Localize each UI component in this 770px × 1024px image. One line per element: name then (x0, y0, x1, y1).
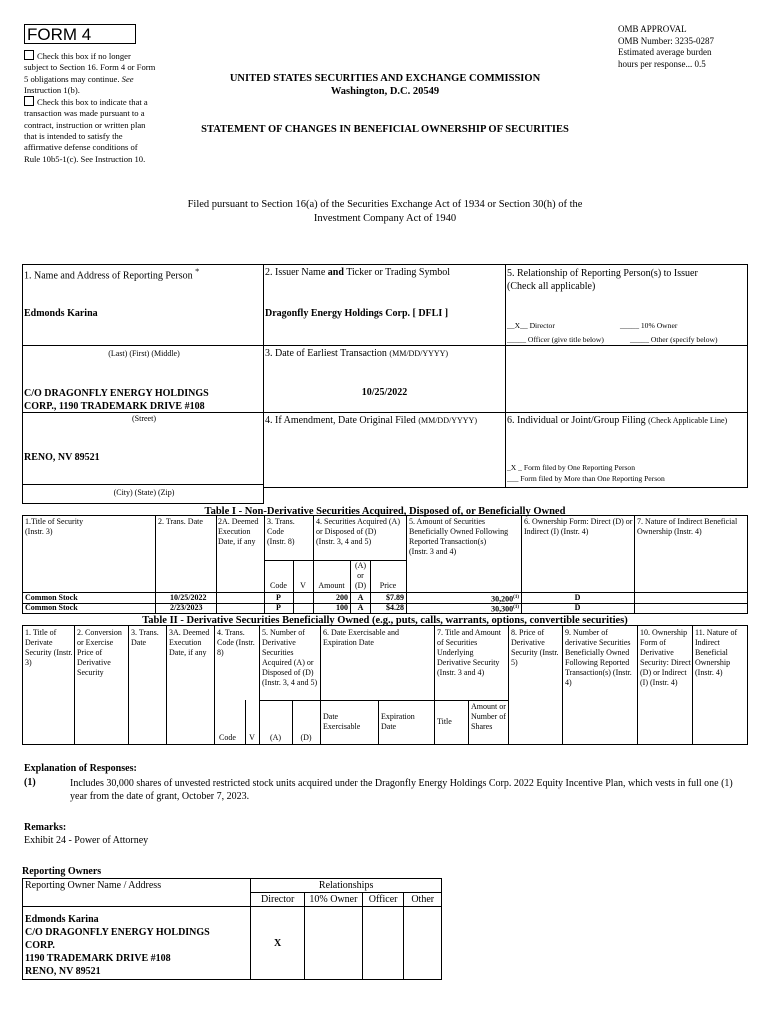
t1-row2-code: P (276, 603, 281, 612)
t2-sub-d: (D) (300, 733, 312, 742)
t1-h5: 5. Amount of Securities Beneficially Owned Following Reported Transaction(s) (409, 517, 509, 546)
t1-h-nature: 7. Nature of Indirect Beneficial Ownership (Instr. 4) (637, 517, 738, 536)
street-line-1: C/O DRAGONFLY ENERGY HOLDINGS (24, 388, 209, 399)
t2-sub-a: (A) (269, 733, 282, 742)
t1-h5b: (Instr. 3 and 4) (409, 547, 457, 556)
t1-sub-price: Price (379, 581, 397, 590)
t2-sub-code: Code (219, 733, 236, 742)
t1-row1-footnote[interactable]: (1) (513, 595, 519, 600)
remarks-heading: Remarks: (24, 822, 67, 833)
city-hint: (City) (State) (Zip) (113, 488, 175, 497)
t1-row2-owned-value: 30,300 (491, 604, 514, 614)
box2-label-a: 2. Issuer Name (265, 267, 328, 278)
box3-format: (MM/DD/YYYY) (389, 349, 449, 358)
t1-h-code (267, 517, 313, 547)
t2-h9: 9. Number of derivative Securities Beneficially Owned Following Reported Transaction(s) (Instr. 4) (565, 628, 632, 687)
t1-h3: 3. Trans. Code (267, 517, 295, 536)
t1-row2-owned (407, 603, 519, 615)
see-text: See (121, 73, 134, 84)
t2-h11: 11. Nature of Indirect Beneficial Ownership (Instr. 4) (695, 628, 738, 677)
t1-sub-amount: Amount (318, 581, 345, 590)
t1-row1-owned-value: 30,200 (491, 594, 514, 604)
owners-col-ten: 10% Owner (305, 893, 363, 907)
box1-label-text: 1. Name and Address of Reporting Person (24, 270, 193, 282)
street-line-2: CORP., 1190 TRADEMARK DRIVE #108 (24, 401, 205, 412)
t1-row2-amount: 100 (336, 603, 348, 612)
statement-title: STATEMENT OF CHANGES IN BENEFICIAL OWNERSHIP OF SECURITIES (201, 124, 569, 135)
t1-h4: 4. Securities Acquired (A) or Disposed of (D) (316, 517, 400, 536)
reporting-owners-table (22, 878, 442, 980)
t2-h3a: 3A. Deemed Execution Date, if any (169, 628, 210, 657)
t2-h7: 7. Title and Amount of Securities Underlying Derivative Security (Instr. 3 and 4) (437, 628, 502, 677)
name-hint: (Last) (First) (Middle) (108, 349, 180, 358)
rule10b5-text: Check this box to indicate that a transaction was made pursuant to a contract, instruction or written plan that is intended to satisfy the affirmative defense conditions of Rule 10b5-1(c). See Instruction 10. (24, 97, 148, 164)
one-person-option[interactable]: _X _ Form filed by One Reporting Person (507, 463, 636, 472)
owner-addr-4: RENO, NV 89521 (25, 966, 101, 977)
box5-label-text: 5. Relationship of Reporting Person(s) to Issuer (507, 268, 698, 279)
owners-col-name: Reporting Owner Name / Address (23, 879, 251, 907)
filed-line-1: Filed pursuant to Section 16(a) of the Securities Exchange Act of 1934 or Section 30(h) of the (187, 199, 583, 210)
form-title: FORM 4 (24, 24, 136, 44)
t1-h1b: (Instr. 3) (25, 527, 53, 536)
owner-director-mark: X (251, 907, 305, 980)
owners-heading: Reporting Owners (22, 866, 102, 877)
t1-row2-title: Common Stock (25, 603, 78, 612)
box4-label-text: 4. If Amendment, Date Original Filed (265, 415, 416, 426)
owner-addr-2: CORP. (25, 940, 55, 951)
officer-option[interactable]: _____ Officer (give title below) (507, 335, 604, 344)
owners-col-officer: Officer (362, 893, 404, 907)
t1-h-owned (409, 517, 521, 557)
omb-number: OMB Number: 3235-0287 (618, 35, 714, 46)
reporting-person-name: Edmonds Karina (24, 308, 98, 319)
owners-col-other: Other (404, 893, 442, 907)
box6-label-text: 6. Individual or Joint/Group Filing (507, 415, 646, 426)
t1-row1-amount: 200 (336, 593, 348, 602)
t2-h8: 8. Price of Derivative Security (Instr. 5) (511, 628, 559, 667)
box1-star: * (195, 267, 200, 276)
owner-info (23, 907, 251, 980)
table1-title: Table I - Non-Derivative Securities Acquired, Disposed of, or Beneficially Owned (204, 506, 566, 517)
owner-name: Edmonds Karina (25, 914, 99, 925)
owners-header-row (23, 879, 442, 893)
owners-col-relationships: Relationships (251, 879, 442, 893)
omb-hours: hours per response... 0.5 (618, 58, 706, 69)
t2-h1: 1. Title of Derivate Security (Instr. 3) (25, 628, 73, 667)
t2-sub-v: V (249, 733, 255, 742)
t2-h5: 5. Number of Derivative Securities Acquired (A) or Disposed of (D) (Instr. 3, 4 and 5) (262, 628, 318, 687)
t1-row1-code: P (276, 593, 281, 602)
agency-name: UNITED STATES SECURITIES AND EXCHANGE COMMISSION (229, 73, 541, 84)
t2-sub-title: Title (437, 717, 452, 726)
t1-sub-code: Code (270, 581, 287, 590)
owner-addr-3: 1190 TRADEMARK DRIVE #108 (25, 953, 171, 964)
street-hint: (Street) (132, 414, 156, 423)
ten-percent-option[interactable]: _____ 10% Owner (620, 321, 678, 330)
t1-h-deemed: 2A. Deemed Execution Date, if any (218, 517, 259, 546)
remarks-text: Exhibit 24 - Power of Attorney (24, 835, 149, 846)
section16-text: Check this box if no longer subject to Section 16. Form 4 or Form 5 obligations may continue. (24, 51, 156, 84)
omb-title: OMB APPROVAL (618, 24, 687, 34)
director-option[interactable]: __X__ Director (507, 321, 555, 330)
t1-row1-price: $7.89 (386, 593, 404, 602)
t1-row2-footnote[interactable]: (1) (513, 605, 519, 610)
agency-city: Washington, D.C. 20549 (330, 86, 440, 97)
t2-h3: 3. Trans. Date (131, 628, 159, 647)
t1-row1-title: Common Stock (25, 593, 78, 602)
box4-format: (MM/DD/YYYY) (418, 416, 477, 425)
t1-h3b: (Instr. 8) (267, 537, 295, 546)
box5-label-sub: (Check all applicable) (507, 281, 596, 292)
box2-label-and: and (327, 267, 344, 278)
issuer-name: Dragonfly Energy Holdings Corp. [ DFLI ] (265, 308, 449, 319)
t2-h6: 6. Date Exercisable and Expiration Date (323, 628, 399, 647)
instruction-text: Instruction 1(b). (24, 84, 80, 95)
t1-row2-price: $4.28 (386, 603, 404, 612)
t1-row1-date: 10/25/2022 (170, 593, 207, 602)
t1-row1-form: D (574, 593, 581, 602)
box3-label-text: 3. Date of Earliest Transaction (265, 348, 387, 359)
city-state-zip: RENO, NV 89521 (24, 452, 100, 463)
footnote-text: Includes 30,000 shares of unvested restricted stock units acquired under the Dragonfly Energy Holdings Corp. 2022 Equity Incentive Plan, which vests in full one (1) year from the date of grant, October 7, 2023. (70, 778, 733, 802)
owner-ten-cell (305, 907, 363, 980)
omb-burden: Estimated average burden (618, 47, 712, 57)
box6-label-small: (Check Applicable Line) (648, 416, 728, 425)
t2-h4: 4. Trans. Code (Instr. 8) (217, 628, 255, 657)
owner-other-cell (404, 907, 442, 980)
explanation-heading: Explanation of Responses: (24, 763, 137, 774)
t1-h-date: 2. Trans. Date (158, 517, 203, 526)
t2-h10: 10. Ownership Form of Derivative Security: Direct (D) or Indirect (I) (Instr. 4) (640, 628, 691, 687)
owners-col-director: Director (251, 893, 305, 907)
t1-h4b: (Instr. 3, 4 and 5) (316, 537, 372, 546)
t1-sub-v: V (300, 581, 306, 590)
owner-addr-1: C/O DRAGONFLY ENERGY HOLDINGS (25, 927, 210, 938)
t2-sub-date-exercisable: Date Exercisable (323, 712, 361, 731)
table2-title: Table II - Derivative Securities Beneficially Owned (e.g., puts, calls, warrants, options, convertible securities) (142, 615, 628, 626)
t2-h2: 2. Conversion or Exercise Price of Derivative Security (77, 628, 122, 677)
box2-label-b: Ticker or Trading Symbol (343, 267, 451, 278)
t1-h1: 1.Title of Security (25, 517, 84, 526)
t1-h-title (25, 517, 153, 537)
multi-person-option[interactable]: ___ Form filed by More than One Reporting Person (507, 474, 665, 483)
t2-sub-expiration: Expiration Date (381, 712, 415, 731)
other-option[interactable]: _____ Other (specify below) (630, 335, 718, 344)
owner-officer-cell (362, 907, 404, 980)
owners-data-row (23, 907, 442, 980)
t1-row2-ad: A (357, 603, 364, 612)
t1-h-acquired (316, 517, 406, 547)
t1-sub-aord: (A) or (D) (354, 561, 367, 590)
footnote-number: (1) (24, 777, 36, 788)
t1-row1-ad: A (357, 593, 364, 602)
t1-row2-date: 2/23/2023 (170, 603, 203, 612)
t2-sub-amount: Amount or Number of Shares (471, 702, 506, 731)
t1-row2-form: D (574, 603, 581, 612)
earliest-transaction-date: 10/25/2022 (361, 387, 408, 398)
filed-line-2: Investment Company Act of 1940 (313, 213, 457, 224)
t1-h-ownership: 6. Ownership Form: Direct (D) or Indirect (I) (Instr. 4) (524, 517, 633, 536)
